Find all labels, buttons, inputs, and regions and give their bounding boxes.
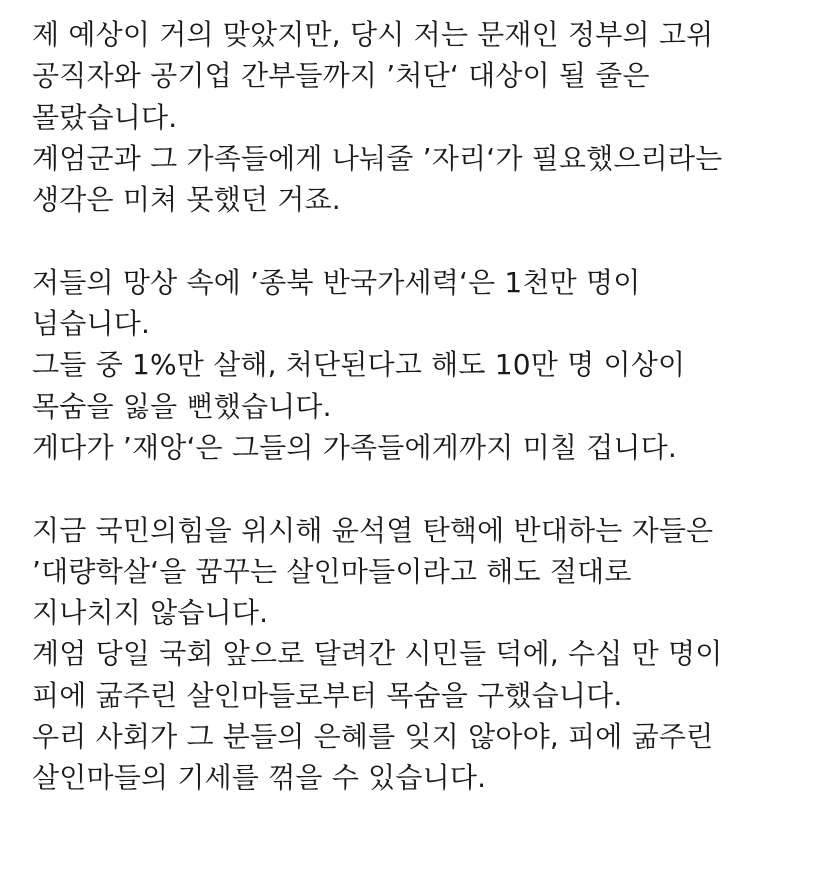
text-line: 지나치지 않습니다.	[32, 596, 269, 630]
text-line: 목숨을 잃을 뻔했습니다.	[32, 389, 332, 423]
text-line: 계엄군과 그 가족들에게 나눠줄 ’자리‘가 필요했으리라는	[32, 141, 723, 175]
text-line: 피에 굶주린 살인마들로부터 목숨을 구했습니다.	[32, 678, 623, 712]
text-line: ’대량학살‘을 꿈꾸는 살인마들이라고 해도 절대로	[32, 554, 632, 588]
text-line: 그들 중 1%만 살해, 처단된다고 해도 10만 명 이상이	[32, 348, 686, 382]
text-line: 생각은 미쳐 못했던 거죠.	[32, 183, 341, 217]
text-line: 저들의 망상 속에 ’종북 반국가세력‘은 1천만 명이	[32, 265, 641, 299]
text-line: 게다가 ’재앙‘은 그들의 가족들에게까지 미칠 겁니다.	[32, 430, 678, 464]
paragraph-spacer	[32, 468, 827, 509]
text-line: 몰랐습니다.	[32, 100, 178, 134]
paragraph-1	[32, 14, 827, 220]
text-line: 우리 사회가 그 분들의 은혜를 잊지 않아야, 피에 굶주린	[32, 720, 714, 754]
paragraph-2	[32, 262, 827, 468]
text-line: 제 예상이 거의 맞았지만, 당시 저는 문재인 정부의 고위	[32, 18, 714, 51]
paragraph-spacer	[32, 220, 827, 261]
post-body	[32, 14, 827, 799]
text-line: 계엄 당일 국회 앞으로 달려간 시민들 덕에, 수십 만 명이	[32, 637, 723, 671]
text-line: 지금 국민의힘을 위시해 윤석열 탄핵에 반대하는 자들은	[32, 513, 714, 547]
paragraph-3	[32, 510, 827, 799]
text-line: 넘습니다.	[32, 307, 151, 341]
text-line: 살인마들의 기세를 꺾을 수 있습니다.	[32, 761, 487, 795]
text-line: 공직자와 공기업 간부들까지 ’처단‘ 대상이 될 줄은	[32, 59, 650, 93]
